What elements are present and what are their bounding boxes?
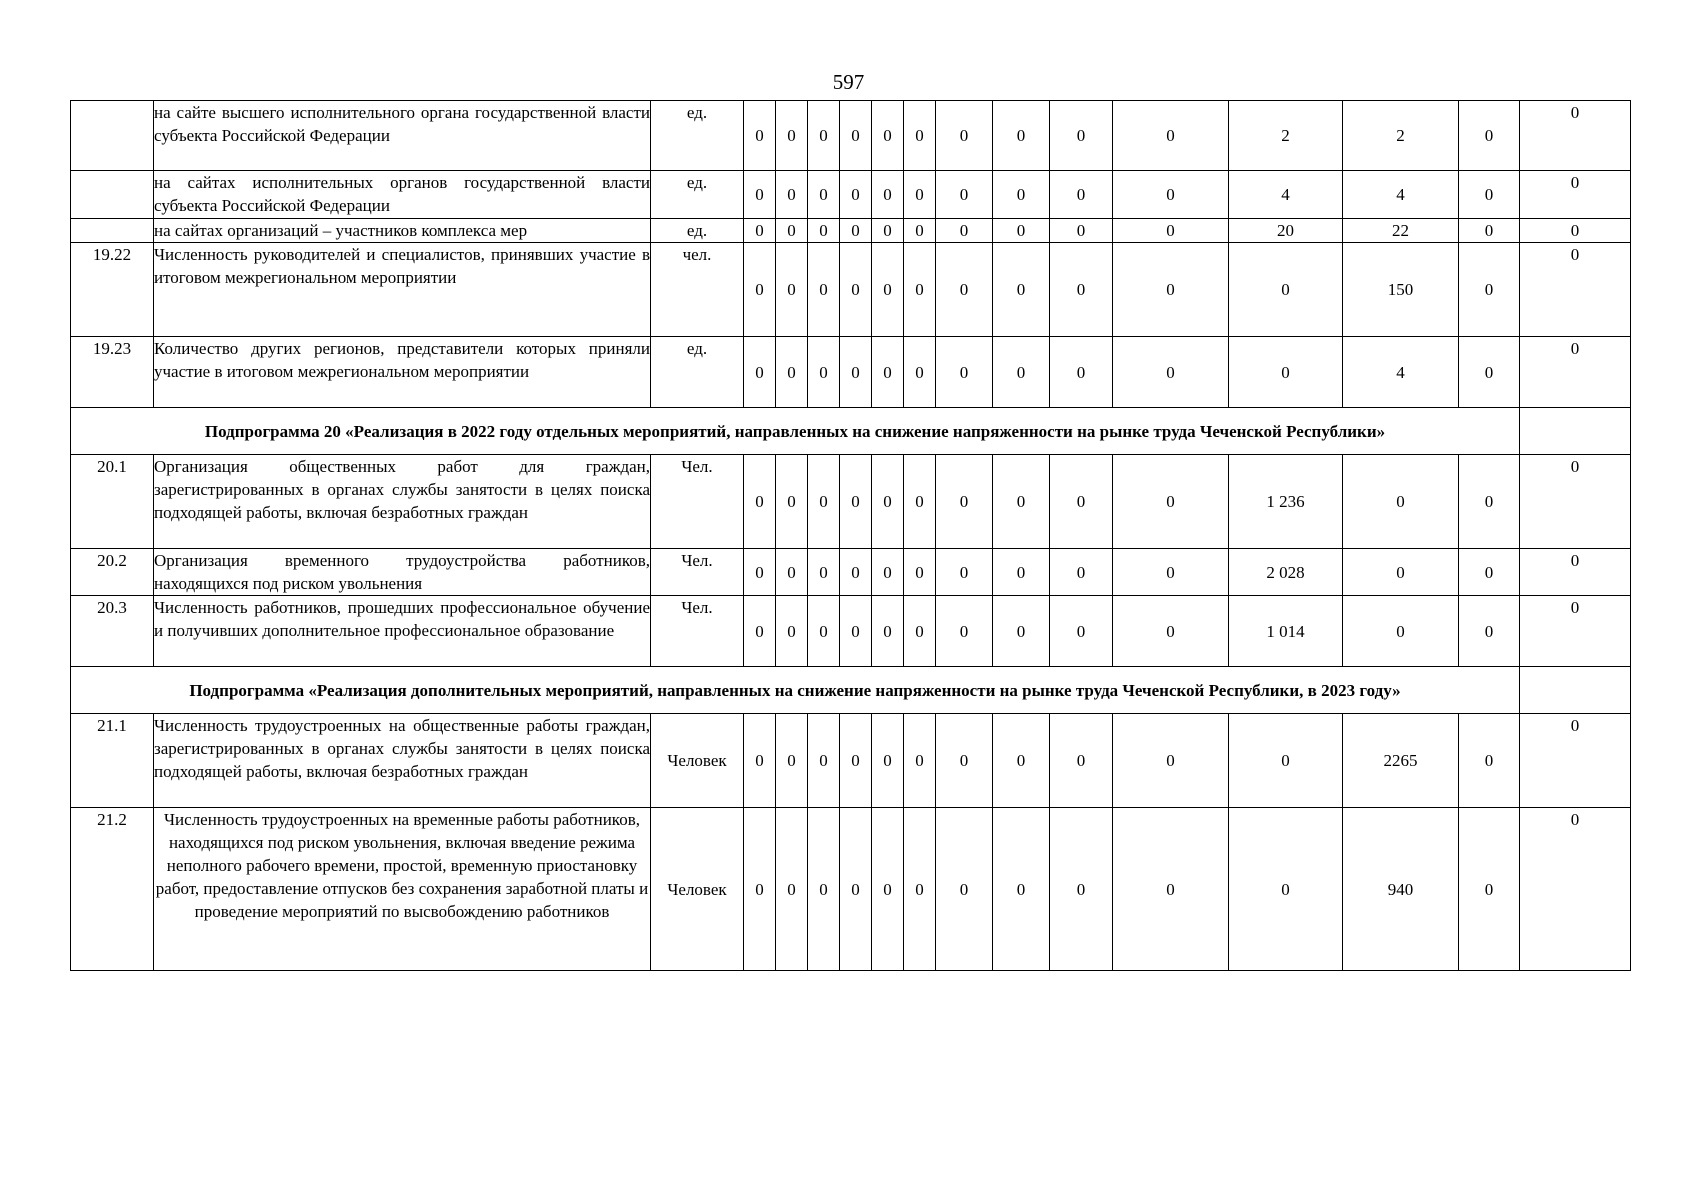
value-cell: 0: [1459, 808, 1520, 971]
value-cell: 4: [1343, 337, 1459, 408]
row-number: 21.2: [71, 808, 154, 971]
last-value-cell: 0: [1520, 549, 1631, 596]
row-number: 19.23: [71, 337, 154, 408]
value-cell: 0: [993, 219, 1050, 243]
indicator-description: Численность работников, прошедших профессиональное обучение и получивших дополнительное профессиональное образование: [154, 596, 651, 667]
value-cell: 0: [1229, 337, 1343, 408]
value-cell: 0: [1113, 549, 1229, 596]
value-cell: 0: [776, 714, 808, 808]
value-cell: 0: [1459, 549, 1520, 596]
value-cell: 0: [744, 714, 776, 808]
value-cell: 0: [872, 337, 904, 408]
unit-cell: Чел.: [651, 596, 744, 667]
value-cell: 0: [744, 101, 776, 171]
value-cell: 0: [904, 243, 936, 337]
row-number: [71, 219, 154, 243]
value-cell: 2: [1229, 101, 1343, 171]
value-cell: 0: [1050, 549, 1113, 596]
unit-cell: Человек: [651, 808, 744, 971]
value-cell: 0: [993, 455, 1050, 549]
unit-cell: чел.: [651, 243, 744, 337]
value-cell: 1 014: [1229, 596, 1343, 667]
value-cell: 0: [1050, 455, 1113, 549]
indicator-description: Численность руководителей и специалистов, принявших участие в итоговом межрегиональном мероприятии: [154, 243, 651, 337]
value-cell: 0: [1113, 337, 1229, 408]
table-row: [71, 549, 1631, 596]
table-row: [71, 455, 1631, 549]
row-number: 20.3: [71, 596, 154, 667]
value-cell: 0: [936, 171, 993, 219]
value-cell: 0: [1050, 171, 1113, 219]
value-cell: 0: [776, 219, 808, 243]
value-cell: 0: [993, 171, 1050, 219]
indicator-description: на сайтах исполнительных органов государственной власти субъекта Российской Федерации: [154, 171, 651, 219]
row-number: 19.22: [71, 243, 154, 337]
section-header-row: [71, 667, 1631, 714]
value-cell: 0: [872, 455, 904, 549]
last-value-cell: 0: [1520, 219, 1631, 243]
value-cell: 2 028: [1229, 549, 1343, 596]
page-number: 597: [832, 70, 865, 94]
table-row: [71, 243, 1631, 337]
value-cell: 4: [1229, 171, 1343, 219]
value-cell: 0: [840, 171, 872, 219]
value-cell: 0: [904, 337, 936, 408]
value-cell: 0: [840, 219, 872, 243]
last-value-cell: 0: [1520, 337, 1631, 408]
value-cell: 0: [808, 337, 840, 408]
value-cell: 0: [1459, 455, 1520, 549]
value-cell: 0: [1113, 243, 1229, 337]
value-cell: 0: [808, 714, 840, 808]
value-cell: 0: [840, 243, 872, 337]
indicator-description: Организация общественных работ для граждан, зарегистрированных в органах службы занятости в целях поиска подходящей работы, включая безработных граждан: [154, 455, 651, 549]
last-value-cell: 0: [1520, 714, 1631, 808]
value-cell: 0: [1113, 714, 1229, 808]
unit-cell: ед.: [651, 337, 744, 408]
value-cell: 0: [904, 714, 936, 808]
value-cell: 0: [1113, 171, 1229, 219]
value-cell: 0: [1113, 596, 1229, 667]
value-cell: 0: [872, 243, 904, 337]
value-cell: 0: [993, 101, 1050, 171]
last-value-cell: 0: [1520, 455, 1631, 549]
value-cell: 0: [1459, 101, 1520, 171]
value-cell: 0: [808, 808, 840, 971]
value-cell: 0: [1050, 101, 1113, 171]
value-cell: 0: [1229, 243, 1343, 337]
value-cell: 0: [936, 219, 993, 243]
last-value-cell: 0: [1520, 596, 1631, 667]
value-cell: 0: [776, 808, 808, 971]
value-cell: 0: [904, 808, 936, 971]
value-cell: 0: [872, 171, 904, 219]
value-cell: 0: [1459, 171, 1520, 219]
indicator-description: на сайтах организаций – участников комплекса мер: [154, 219, 651, 243]
value-cell: 0: [872, 219, 904, 243]
row-number: [71, 101, 154, 171]
section-empty-cell: [1520, 667, 1631, 714]
section-title: Подпрограмма 20 «Реализация в 2022 году отдельных мероприятий, направленных на снижение напряженности на рынке труда Чеченской Республики»: [71, 408, 1520, 455]
value-cell: 0: [776, 101, 808, 171]
section-empty-cell: [1520, 408, 1631, 455]
value-cell: 0: [808, 219, 840, 243]
value-cell: 0: [936, 455, 993, 549]
value-cell: 0: [1459, 596, 1520, 667]
value-cell: 0: [904, 596, 936, 667]
value-cell: 0: [872, 101, 904, 171]
section-header-row: [71, 408, 1631, 455]
value-cell: 0: [993, 337, 1050, 408]
value-cell: 1 236: [1229, 455, 1343, 549]
unit-cell: Чел.: [651, 549, 744, 596]
value-cell: 0: [936, 714, 993, 808]
value-cell: 0: [1459, 243, 1520, 337]
value-cell: 0: [1113, 808, 1229, 971]
table-row: [71, 714, 1631, 808]
value-cell: 0: [808, 596, 840, 667]
value-cell: 0: [1459, 714, 1520, 808]
value-cell: 0: [1050, 243, 1113, 337]
value-cell: 0: [1343, 596, 1459, 667]
table-row: [71, 101, 1631, 171]
value-cell: 0: [993, 596, 1050, 667]
value-cell: 0: [904, 455, 936, 549]
value-cell: 0: [808, 455, 840, 549]
indicator-description: Количество других регионов, представители которых приняли участие в итоговом межрегиональном мероприятии: [154, 337, 651, 408]
value-cell: 0: [872, 549, 904, 596]
value-cell: 0: [776, 455, 808, 549]
value-cell: 0: [936, 549, 993, 596]
indicator-description: Численность трудоустроенных на общественные работы граждан, зарегистрированных в органах службы занятости в целях поиска подходящей работы, включая безработных граждан: [154, 714, 651, 808]
value-cell: 0: [1229, 714, 1343, 808]
value-cell: 0: [776, 337, 808, 408]
value-cell: 4: [1343, 171, 1459, 219]
unit-cell: ед.: [651, 101, 744, 171]
value-cell: 2265: [1343, 714, 1459, 808]
value-cell: 0: [840, 714, 872, 808]
value-cell: 0: [872, 714, 904, 808]
value-cell: 940: [1343, 808, 1459, 971]
value-cell: 0: [1459, 219, 1520, 243]
value-cell: 0: [936, 243, 993, 337]
value-cell: 0: [904, 549, 936, 596]
value-cell: 0: [776, 549, 808, 596]
value-cell: 0: [1229, 808, 1343, 971]
value-cell: 0: [744, 337, 776, 408]
value-cell: 0: [993, 714, 1050, 808]
unit-cell: Чел.: [651, 455, 744, 549]
value-cell: 0: [993, 808, 1050, 971]
value-cell: 0: [1343, 455, 1459, 549]
indicators-table: [70, 100, 1631, 971]
last-value-cell: 0: [1520, 101, 1631, 171]
row-number: [71, 171, 154, 219]
value-cell: 0: [872, 596, 904, 667]
value-cell: 0: [1343, 549, 1459, 596]
value-cell: 0: [872, 808, 904, 971]
value-cell: 0: [776, 243, 808, 337]
value-cell: 0: [1113, 219, 1229, 243]
value-cell: 0: [808, 243, 840, 337]
unit-cell: Человек: [651, 714, 744, 808]
table-row: [71, 219, 1631, 243]
value-cell: 0: [840, 337, 872, 408]
value-cell: 0: [776, 596, 808, 667]
unit-cell: ед.: [651, 171, 744, 219]
value-cell: 0: [840, 549, 872, 596]
value-cell: 0: [1050, 596, 1113, 667]
unit-cell: ед.: [651, 219, 744, 243]
section-title: Подпрограмма «Реализация дополнительных мероприятий, направленных на снижение напряженности на рынке труда Чеченской Республики, в 2023 году»: [71, 667, 1520, 714]
value-cell: 0: [744, 808, 776, 971]
last-value-cell: 0: [1520, 243, 1631, 337]
value-cell: 22: [1343, 219, 1459, 243]
value-cell: 0: [993, 549, 1050, 596]
value-cell: 0: [744, 171, 776, 219]
value-cell: 0: [744, 455, 776, 549]
value-cell: 0: [936, 337, 993, 408]
table-row: [71, 808, 1631, 971]
value-cell: 0: [840, 455, 872, 549]
value-cell: 0: [1113, 455, 1229, 549]
row-number: 20.1: [71, 455, 154, 549]
value-cell: 0: [904, 219, 936, 243]
value-cell: 0: [808, 171, 840, 219]
row-number: 20.2: [71, 549, 154, 596]
value-cell: 0: [904, 101, 936, 171]
row-number: 21.1: [71, 714, 154, 808]
value-cell: 0: [993, 243, 1050, 337]
value-cell: 0: [808, 549, 840, 596]
value-cell: 0: [808, 101, 840, 171]
value-cell: 0: [744, 596, 776, 667]
value-cell: 0: [776, 171, 808, 219]
value-cell: 150: [1343, 243, 1459, 337]
value-cell: 0: [936, 101, 993, 171]
value-cell: 0: [744, 549, 776, 596]
value-cell: 0: [840, 808, 872, 971]
last-value-cell: 0: [1520, 171, 1631, 219]
indicator-description: Численность трудоустроенных на временные работы работников, находящихся под риском увольнения, включая введение режима неполного рабочего времени, простой, временную приостановку работ, предоставление отпусков без сохранения заработной платы и проведение мероприятий по высвобождению работников: [154, 808, 651, 971]
value-cell: 0: [936, 596, 993, 667]
value-cell: 0: [904, 171, 936, 219]
value-cell: 0: [1459, 337, 1520, 408]
table-row: [71, 171, 1631, 219]
value-cell: 0: [1050, 219, 1113, 243]
value-cell: 20: [1229, 219, 1343, 243]
indicator-description: Организация временного трудоустройства работников, находящихся под риском увольнения: [154, 549, 651, 596]
value-cell: 0: [936, 808, 993, 971]
value-cell: 0: [840, 596, 872, 667]
value-cell: 2: [1343, 101, 1459, 171]
value-cell: 0: [1050, 714, 1113, 808]
value-cell: 0: [744, 219, 776, 243]
value-cell: 0: [744, 243, 776, 337]
table-row: [71, 596, 1631, 667]
value-cell: 0: [1113, 101, 1229, 171]
table-row: [71, 337, 1631, 408]
value-cell: 0: [1050, 337, 1113, 408]
last-value-cell: 0: [1520, 808, 1631, 971]
indicator-description: на сайте высшего исполнительного органа государственной власти субъекта Российской Федерации: [154, 101, 651, 171]
value-cell: 0: [840, 101, 872, 171]
value-cell: 0: [1050, 808, 1113, 971]
